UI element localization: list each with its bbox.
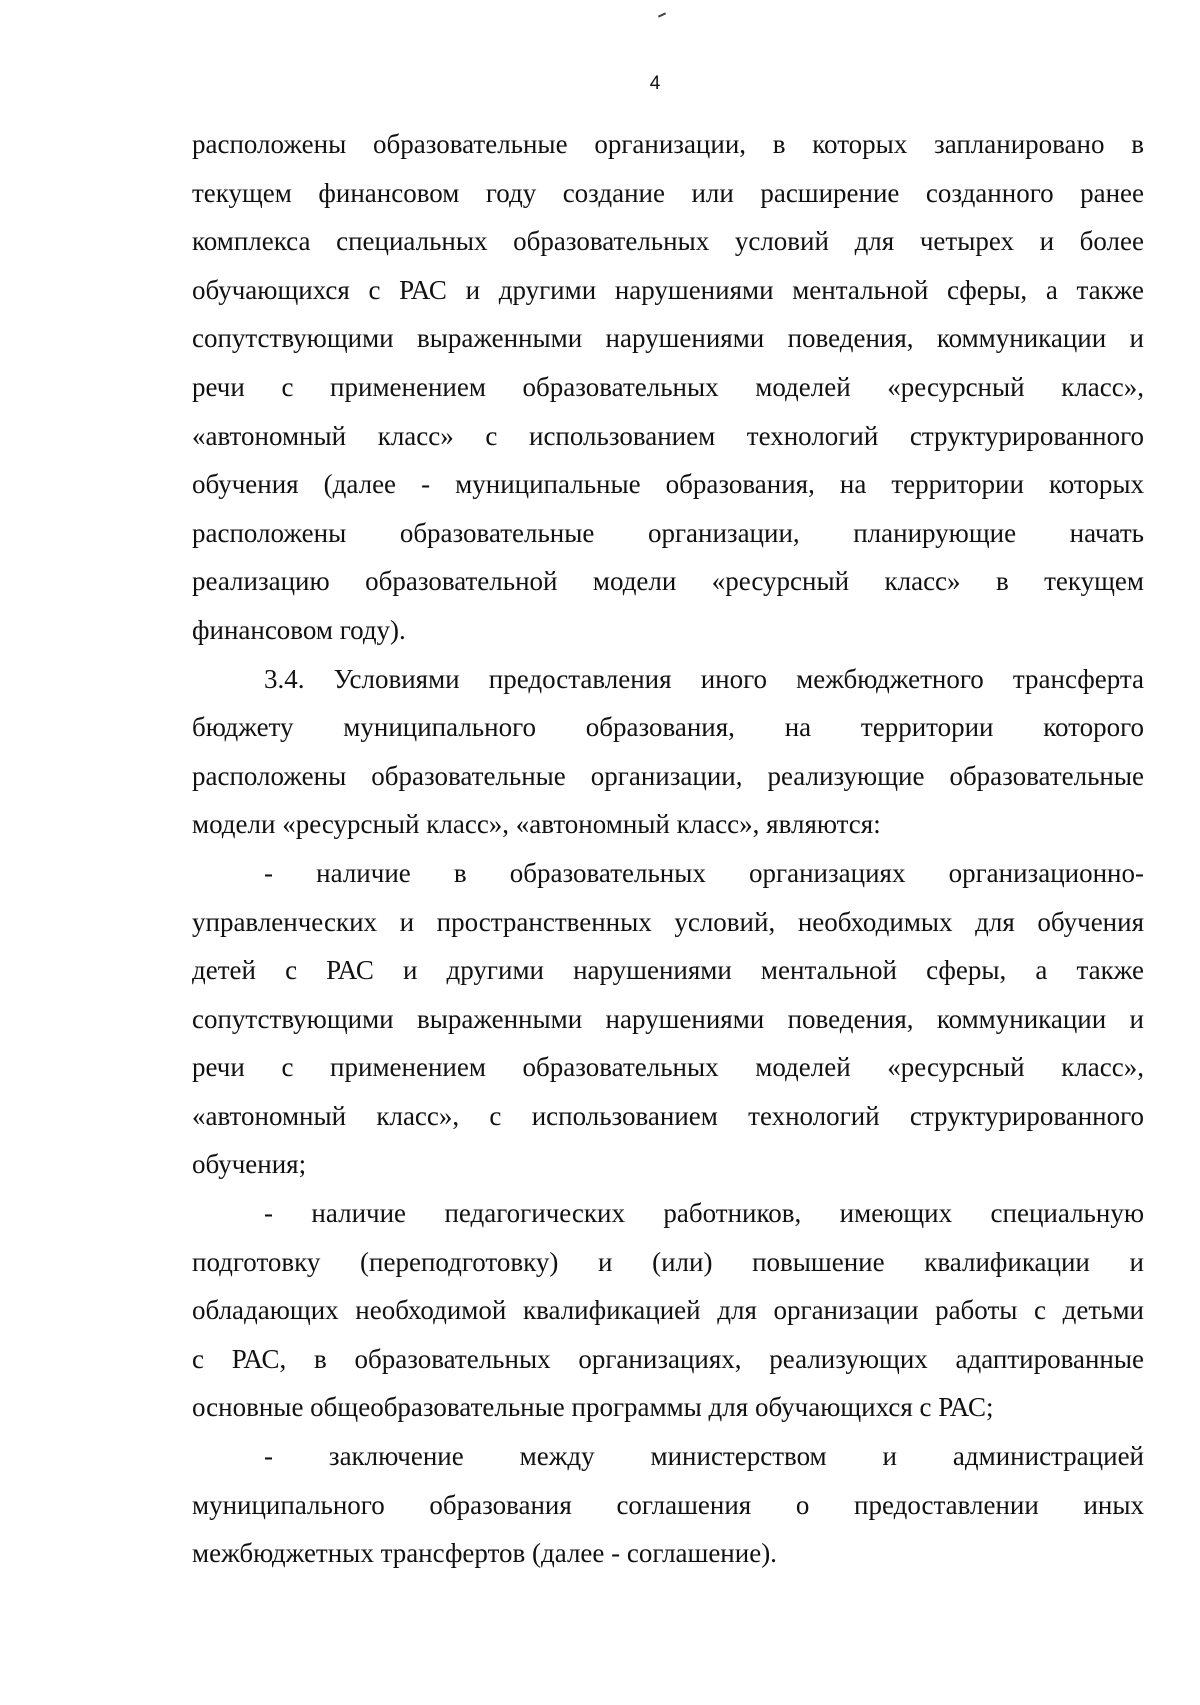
text-line: - наличие педагогических работников, имеющих специальную <box>264 1198 1144 1229</box>
text-line: финансовом году). <box>192 614 406 645</box>
text-line: обладающих необходимой квалификацией для организации работы с детьми <box>192 1295 1144 1326</box>
text-line: речи с применением образовательных моделей «ресурсный класс», <box>192 371 1144 402</box>
text-line: расположены образовательные организации, реализующие образовательные <box>192 760 1144 791</box>
text-line: «автономный класс», с использованием технологий структурированного <box>192 1100 1144 1131</box>
text-line: подготовку (переподготовку) и (или) повышение квалификации и <box>192 1246 1144 1277</box>
text-line: текущем финансовом году создание или расширение созданного ранее <box>192 177 1144 208</box>
paragraph-clause-3-4 <box>192 655 1144 849</box>
text-line: обучения; <box>192 1149 307 1180</box>
text-line: расположены образовательные организации, планирующие начать <box>192 517 1144 548</box>
paragraph-list-item-agreement <box>192 1432 1144 1578</box>
text-line: основные общеобразовательные программы для обучающихся с РАС; <box>192 1392 994 1423</box>
text-line: 3.4. Условиями предоставления иного межбюджетного трансферта <box>264 663 1144 694</box>
text-line: модели «ресурсный класс», «автономный класс», являются: <box>192 809 881 840</box>
scan-artifact-mark <box>658 12 666 17</box>
text-line: сопутствующими выраженными нарушениями поведения, коммуникации и <box>192 323 1144 354</box>
text-line: «автономный класс» с использованием технологий структурированного <box>192 420 1144 451</box>
text-line: муниципального образования соглашения о предоставлении иных <box>192 1489 1144 1520</box>
text-line: обучения (далее - муниципальные образования, на территории которых <box>192 469 1144 500</box>
text-line: бюджету муниципального образования, на территории которого <box>192 712 1144 743</box>
text-line: речи с применением образовательных моделей «ресурсный класс», <box>192 1052 1144 1083</box>
text-line: с РАС, в образовательных организациях, реализующих адаптированные <box>192 1343 1144 1374</box>
text-line: - наличие в образовательных организациях организационно- <box>264 857 1144 888</box>
text-line: - заключение между министерством и администрацией <box>264 1441 1144 1472</box>
paragraph-list-item-staff <box>192 1189 1144 1432</box>
paragraph-list-item-conditions <box>192 849 1144 1189</box>
text-line: детей с РАС и другими нарушениями ментальной сферы, а также <box>192 955 1144 986</box>
text-line: комплекса специальных образовательных условий для четырех и более <box>192 226 1144 257</box>
text-line: сопутствующими выраженными нарушениями поведения, коммуникации и <box>192 1003 1144 1034</box>
text-line: расположены образовательные организации, в которых запланировано в <box>192 129 1144 159</box>
paragraph-continuation <box>192 120 1144 655</box>
text-line: реализацию образовательной модели «ресурсный класс» в текущем <box>192 566 1144 597</box>
page-number: 4 <box>649 73 661 94</box>
text-line: межбюджетных трансфертов (далее - соглашение). <box>192 1538 777 1569</box>
text-line: управленческих и пространственных условий, необходимых для обучения <box>192 906 1144 937</box>
body-text <box>192 120 1144 1578</box>
text-line: обучающихся с РАС и другими нарушениями ментальной сферы, а также <box>192 274 1144 305</box>
